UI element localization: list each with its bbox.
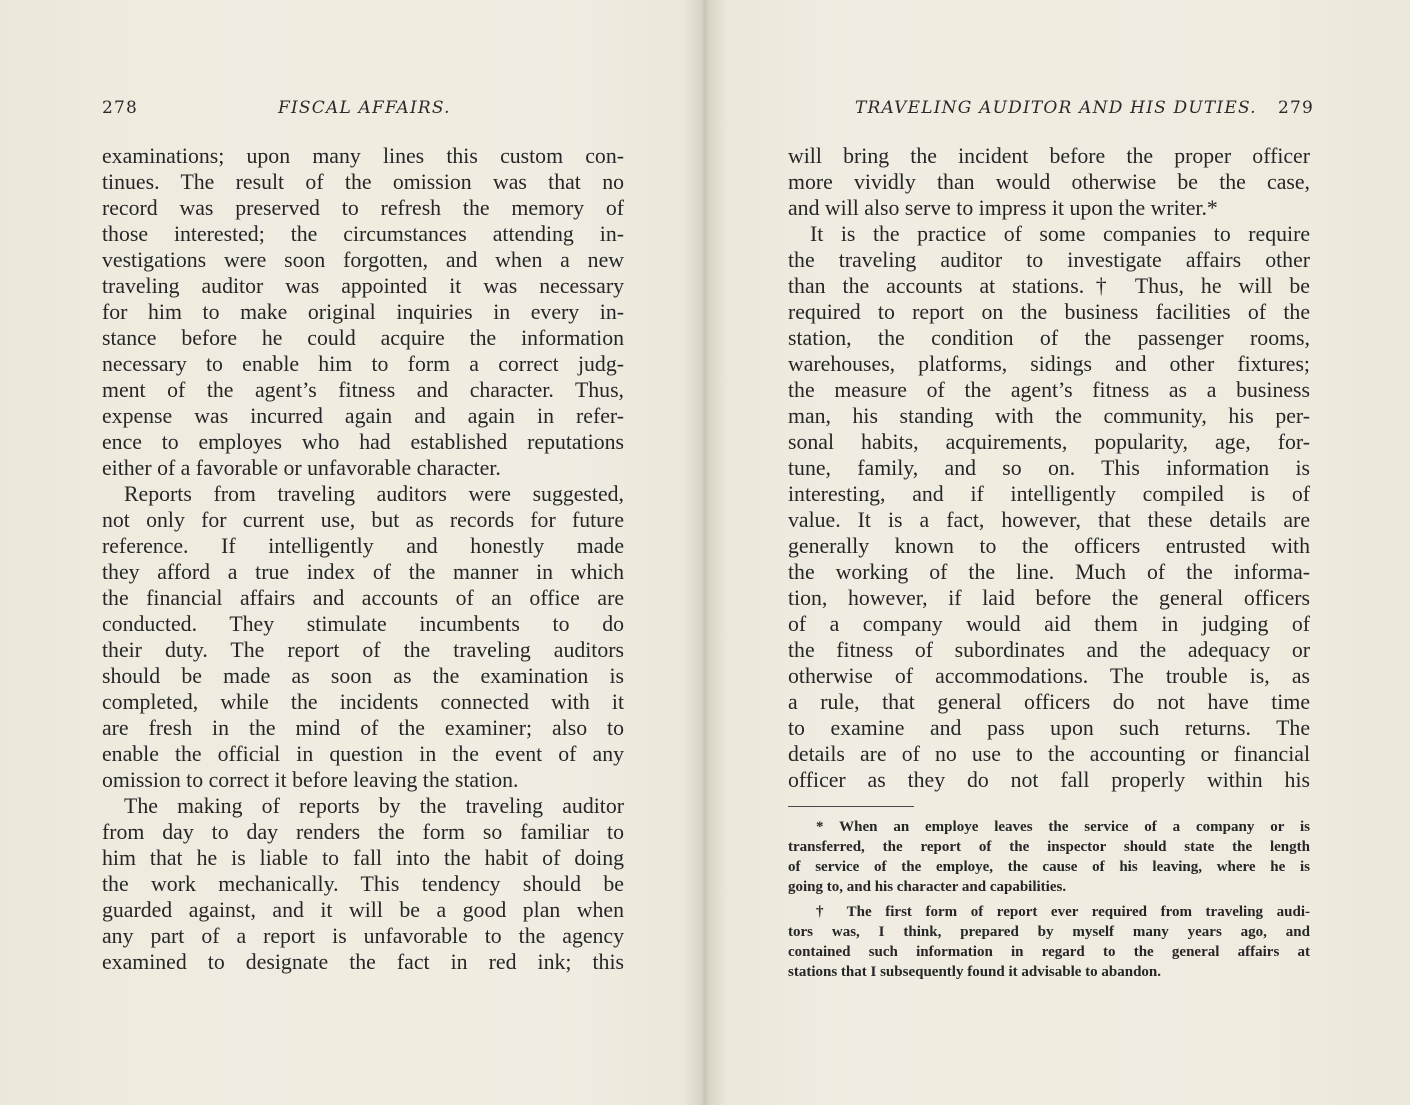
text-line: examinations; upon many lines this custom con- — [102, 144, 624, 168]
text-line: details are of no use to the accounting or financial — [788, 742, 1310, 766]
text-line: vestigations were soon forgotten, and when a new — [102, 248, 624, 272]
text-line: to examine and pass upon such returns. The — [788, 716, 1310, 740]
left-page-body — [102, 143, 624, 975]
right-page-number: 279 — [1278, 98, 1315, 118]
text-line: are fresh in the mind of the examiner; also to — [102, 716, 624, 740]
text-line: required to report on the business facilities of the — [788, 300, 1310, 324]
right-page — [705, 0, 1410, 1105]
text-line: enable the official in question in the event of any — [102, 742, 624, 766]
footnote-line: contained such information in regard to the general affairs at — [788, 944, 1310, 960]
right-running-head: TRAVELING AUDITOR AND HIS DUTIES. — [855, 98, 1257, 118]
text-line: generally known to the officers entrusted with — [788, 534, 1310, 558]
text-line: officer as they do not fall properly within his — [788, 768, 1310, 792]
text-line: and will also serve to impress it upon the writer.* — [788, 196, 1218, 220]
text-line: expense was incurred again and again in refer- — [102, 404, 624, 428]
text-line: interesting, and if intelligently compiled is of — [788, 482, 1310, 506]
text-line: necessary to enable him to form a correct judg- — [102, 352, 624, 376]
text-line: ence to employes who had established reputations — [102, 430, 624, 454]
footnote — [788, 817, 1310, 897]
text-line: those interested; the circumstances attending in- — [102, 222, 624, 246]
text-line: conducted. They stimulate incumbents to do — [102, 612, 624, 636]
text-line: their duty. The report of the traveling auditors — [102, 638, 624, 662]
text-line: the measure of the agent’s fitness as a business — [788, 378, 1310, 402]
text-line: tion, however, if laid before the general officers — [788, 586, 1310, 610]
text-line: a rule, that general officers do not have time — [788, 690, 1310, 714]
text-line: record was preserved to refresh the memory of — [102, 196, 624, 220]
text-line: will bring the incident before the proper officer — [788, 144, 1310, 168]
footnotes — [788, 817, 1310, 987]
text-line: station, the condition of the passenger rooms, — [788, 326, 1310, 350]
text-line: for him to make original inquiries in every in- — [102, 300, 624, 324]
text-line: the fitness of subordinates and the adequacy or — [788, 638, 1310, 662]
text-line: tune, family, and so on. This information is — [788, 456, 1310, 480]
text-line: sonal habits, acquirements, popularity, age, for- — [788, 430, 1310, 454]
footnote-line: going to, and his character and capabilities. — [788, 879, 1067, 895]
text-line: more vividly than would otherwise be the case, — [788, 170, 1310, 194]
text-line: the financial affairs and accounts of an office are — [102, 586, 624, 610]
right-page-body — [788, 143, 1310, 793]
text-line: completed, while the incidents connected with it — [102, 690, 624, 714]
text-line: reference. If intelligently and honestly made — [102, 534, 624, 558]
text-line: It is the practice of some companies to require — [810, 222, 1310, 246]
text-line: him that he is liable to fall into the habit of doing — [102, 846, 624, 870]
text-line: The making of reports by the traveling auditor — [124, 794, 624, 818]
text-line: the work mechanically. This tendency should be — [102, 872, 624, 896]
text-line: ment of the agent’s fitness and character. Thus, — [102, 378, 624, 402]
text-line: the working of the line. Much of the informa- — [788, 560, 1310, 584]
text-line: of a company would aid them in judging of — [788, 612, 1310, 636]
text-line: warehouses, platforms, sidings and other fixtures; — [788, 352, 1310, 376]
left-running-head: FISCAL AFFAIRS. — [278, 98, 451, 118]
text-line: the traveling auditor to investigate affairs other — [788, 248, 1310, 272]
footnote-rule — [788, 806, 914, 807]
text-line: any part of a report is unfavorable to the agency — [102, 924, 624, 948]
text-line: Reports from traveling auditors were suggested, — [124, 482, 624, 506]
text-line: than the accounts at stations.† Thus, he will be — [788, 274, 1310, 298]
left-page-number: 278 — [102, 98, 139, 118]
text-line: otherwise of accommodations. The trouble is, as — [788, 664, 1310, 688]
footnote-line: stations that I subsequently found it advisable to abandon. — [788, 964, 1162, 980]
text-line: should be made as soon as the examination is — [102, 664, 624, 688]
text-line: tinues. The result of the omission was that no — [102, 170, 624, 194]
footnote — [788, 902, 1310, 982]
text-line: stance before he could acquire the information — [102, 326, 624, 350]
text-line: from day to day renders the form so familiar to — [102, 820, 624, 844]
text-line: examined to designate the fact in red ink; this — [102, 950, 624, 974]
text-line: guarded against, and it will be a good plan when — [102, 898, 624, 922]
text-line: man, his standing with the community, his per- — [788, 404, 1310, 428]
footnote-line: † The first form of report ever required from traveling audi- — [816, 904, 1310, 920]
text-line: omission to correct it before leaving the station. — [102, 768, 519, 792]
text-line: not only for current use, but as records for future — [102, 508, 624, 532]
footnote-line: transferred, the report of the inspector should state the length — [788, 839, 1310, 855]
text-line: either of a favorable or unfavorable character. — [102, 456, 501, 480]
footnote-line: of service of the employe, the cause of his leaving, where he is — [788, 859, 1310, 875]
footnote-line: * When an employe leaves the service of a company or is — [816, 819, 1310, 835]
text-line: they afford a true index of the manner in which — [102, 560, 624, 584]
footnote-line: tors was, I think, prepared by myself many years ago, and — [788, 924, 1310, 940]
text-line: traveling auditor was appointed it was necessary — [102, 274, 624, 298]
text-line: value. It is a fact, however, that these details are — [788, 508, 1310, 532]
